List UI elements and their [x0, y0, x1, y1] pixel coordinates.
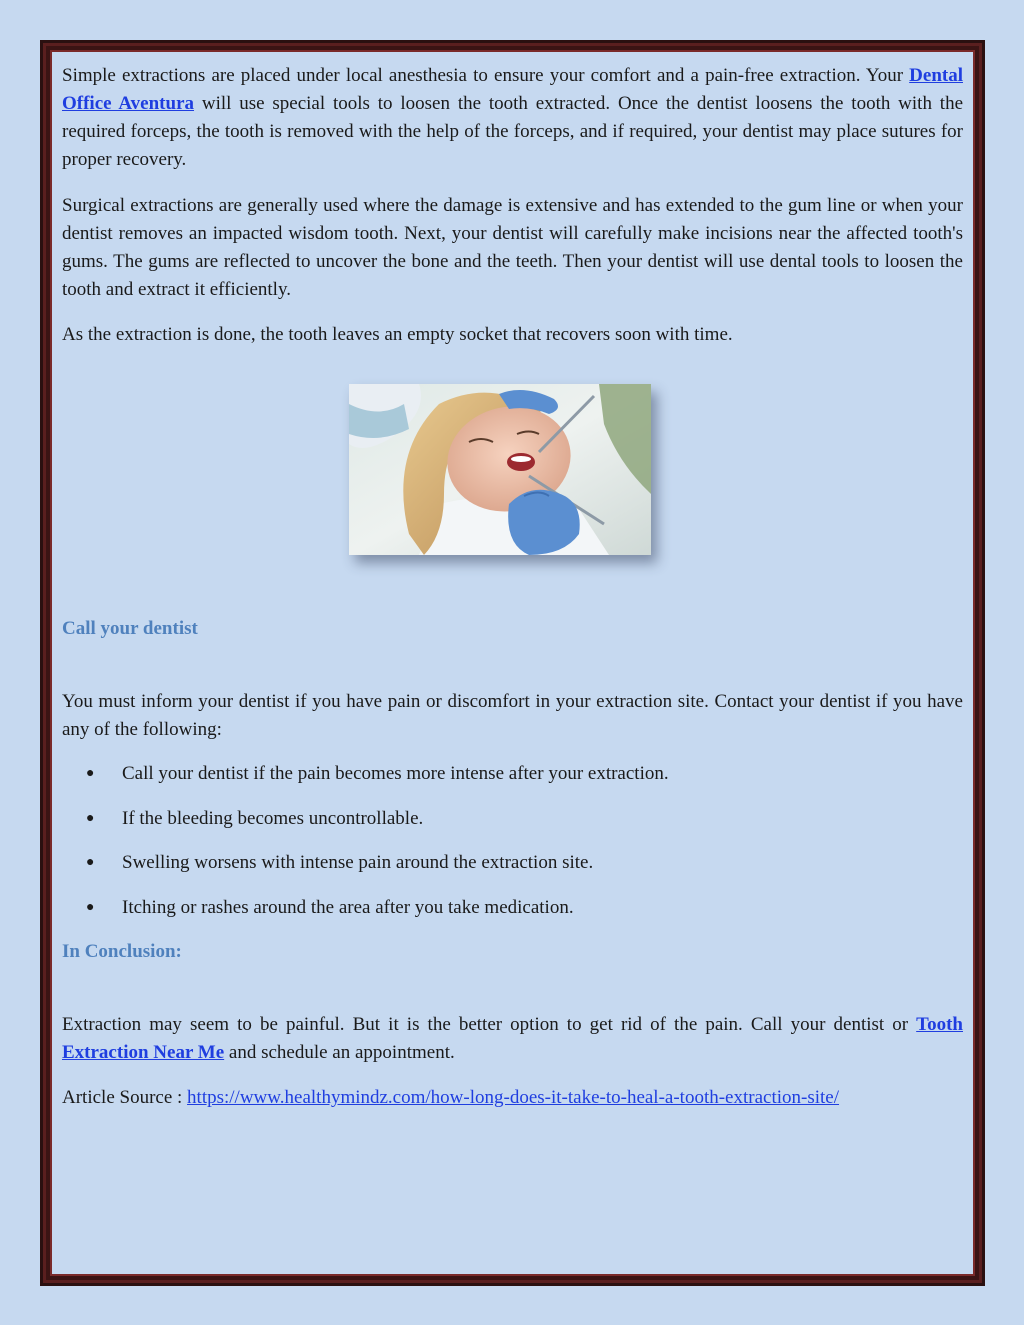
dental-photo-frame	[349, 384, 651, 555]
paragraph-surgical-extractions: Surgical extractions are generally used where the damage is extensive and has extended to the gum line or when your dentist removes an impacted wisdom tooth. Next, your dentist will carefully make incisions near the affected tooth's gums. The gums are reflected to uncover the bone and the teeth. Then your dentist will use dental tools to loosen the tooth and extract it efficiently.	[62, 195, 963, 300]
article-source-label: Article Source :	[62, 1087, 188, 1108]
call-your-dentist-heading: Call your dentist	[62, 618, 198, 639]
dental-office-aventura-link[interactable]: Dental Office Aventura	[62, 65, 963, 114]
paragraph-conclusion	[62, 1011, 963, 1067]
article-source-link[interactable]: https://www.healthymindz.com/how-long-does-it-take-to-heal-a-tooth-extraction-site/	[187, 1087, 840, 1108]
paragraph-simple-extractions	[62, 62, 963, 174]
list-item	[86, 760, 963, 788]
bullet-icon: ●	[86, 810, 95, 826]
page-content-area	[50, 50, 975, 1276]
list-item-text: Swelling worsens with intense pain around the extraction site.	[122, 852, 594, 873]
list-item	[86, 805, 963, 833]
page-border-frame	[40, 40, 985, 1286]
list-item	[86, 894, 963, 922]
dental-patient-photo	[349, 384, 651, 555]
article-source	[62, 1084, 963, 1112]
list-item-text: Itching or rashes around the area after you take medication.	[122, 896, 574, 918]
list-item-text: If the bleeding becomes uncontrollable.	[122, 807, 424, 829]
paragraph-inform-dentist: You must inform your dentist if you have pain or discomfort in your extraction site. Contact your dentist if you have any of the following:	[62, 691, 963, 740]
paragraph-empty-socket: As the extraction is done, the tooth leaves an empty socket that recovers soon with time.	[62, 324, 733, 345]
list-item-text: Call your dentist if the pain becomes more intense after your extraction.	[122, 763, 669, 784]
paragraph-text: and schedule an appointment.	[224, 1042, 455, 1063]
bullet-icon: ●	[86, 899, 95, 915]
paragraph-text: Simple extractions are placed under local anesthesia to ensure your comfort and a pain-free extraction. Your	[62, 65, 910, 86]
page-border-middle	[43, 43, 982, 1283]
paragraph-text: Extraction may seem to be painful. But it is the better option to get rid of the pain. Call your dentist or	[62, 1014, 917, 1035]
paragraph-text: will use special tools to loosen the tooth extracted. Once the dentist loosens the tooth with the required forceps, the tooth is removed with the help of the forceps, and if required, your dentist may place sutures for proper recovery.	[62, 93, 963, 170]
symptom-list	[62, 760, 963, 922]
article-body	[62, 62, 963, 1112]
tooth-extraction-near-me-link[interactable]: Tooth Extraction Near Me	[62, 1014, 963, 1063]
bullet-icon: ●	[86, 766, 95, 781]
conclusion-heading: In Conclusion:	[62, 941, 182, 962]
bullet-icon: ●	[86, 855, 95, 870]
list-item	[86, 849, 963, 877]
